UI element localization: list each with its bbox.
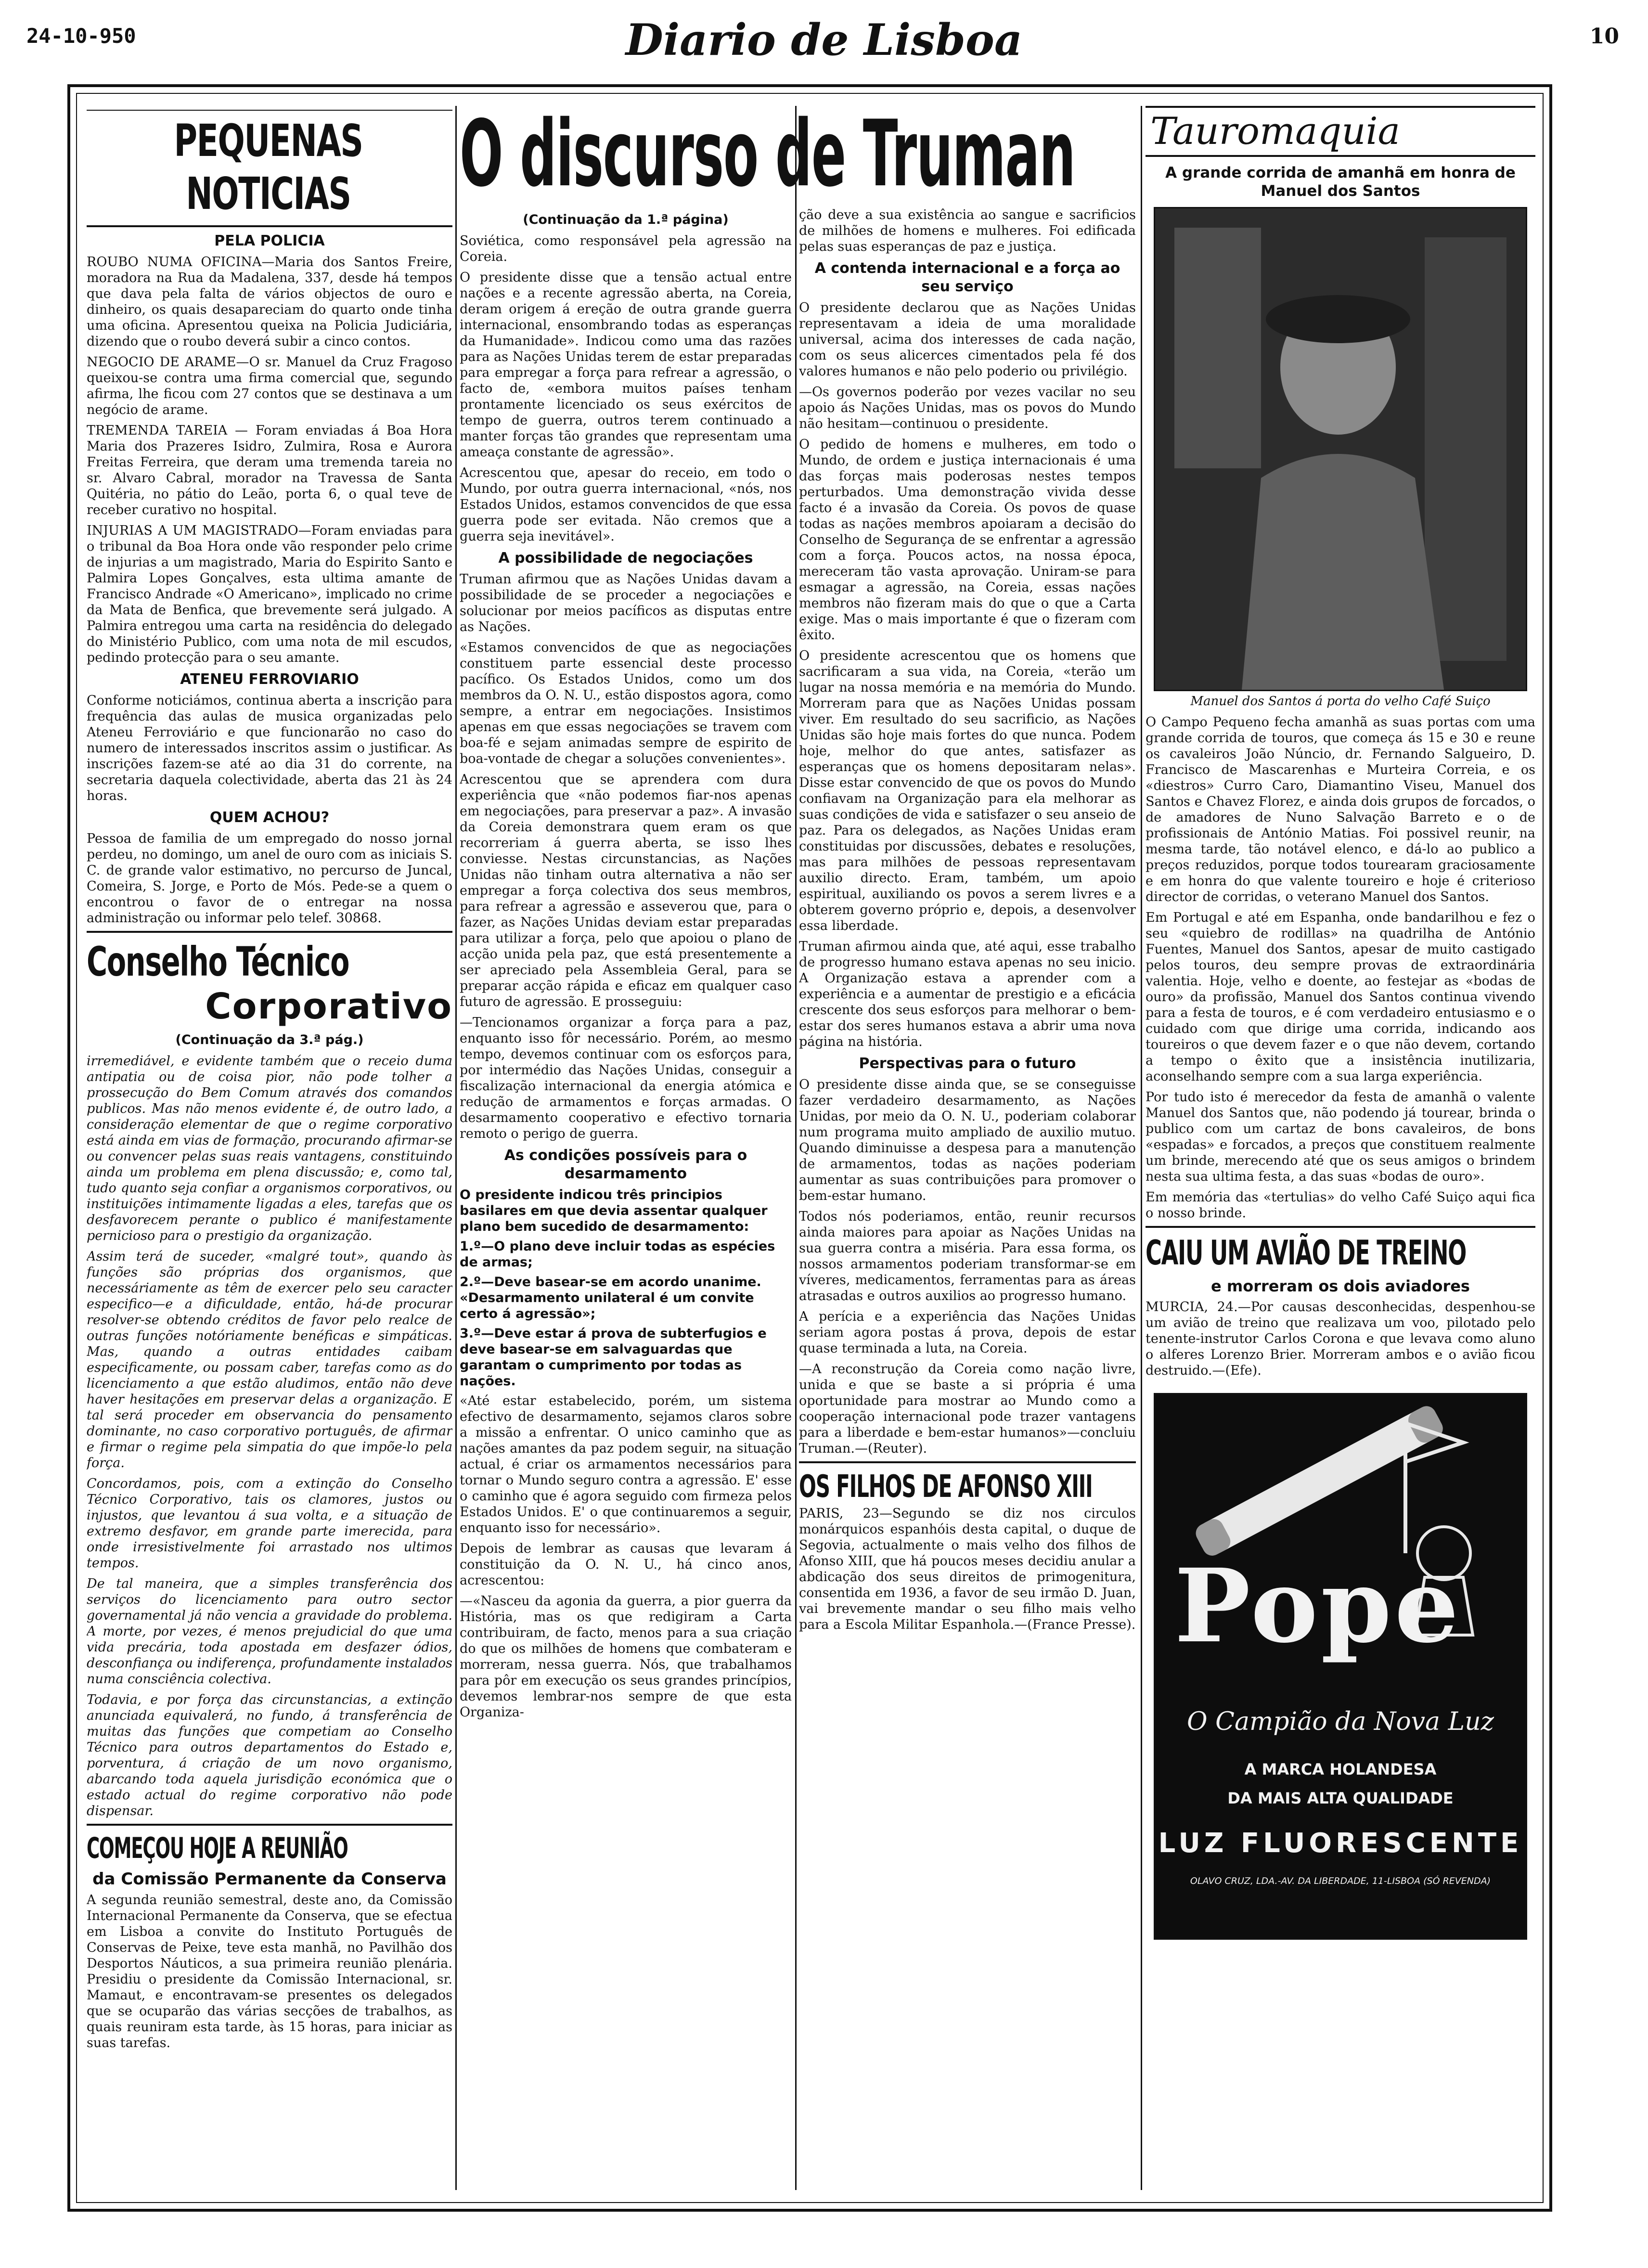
article-paragraph: O presidente disse ainda que, se se conseguisse fazer verdadeiro desarmamento, as Nações Unidas, por meio da O. N. U., poderiam colaborar num programa muito ampliado de auxilio mutuo. Quando diminuisse a despesa para a manutenção de armamentos, todas as nações poderiam aumentar as suas contribuições para promover o bem-estar humano.	[799, 1077, 1136, 1203]
article-paragraph: O presidente disse que a tensão actual entre nações e a recente agressão aberta, na Coreia, deram origem á ereção de outra grande guerra internacional, ensombrando todas as esperanças da Humanidade». Indicou como uma das razões para as Nações Unidas terem de estar preparadas para empregar a força para refrear a agressão, o facto de, «embora muitos países tenham prontamente licenciado os seus exércitos de tempo de guerra, outros terem continuado a manter forças tão grandes que representam uma ameaça constante de agressão».	[460, 270, 792, 460]
divider	[87, 110, 452, 111]
divider	[87, 931, 452, 933]
column-divider	[455, 106, 457, 2190]
article-paragraph: O pedido de homens e mulheres, em todo o Mundo, de ordem e justiça internacionais é uma das forças mais poderosas nestes tempos perturbados. Uma demonstração vivida desse facto é a invasão da Coreia. Os povos de quase todas as nações membros apoiaram a decisão do Conselho de Segurança de se enfrentar a agressão com a força. Poucos actos, na nossa época, mereceram tão vasta aprovação. Uniram-se para esmagar a agressão, na Coreia, essas nações membros não fizeram mais do que o que a Carta exige. Mas o mais importante é que o fizeram com êxito.	[799, 437, 1136, 643]
article-paragraph: —A reconstrução da Coreia como nação livre, unida e que se baste a si própria é uma oportunidade para mostrar ao Mundo como a cooperação internacional pode trazer vantagens para a liberdade e bem-estar humanos»—concluiu Truman.—(Reuter).	[799, 1362, 1136, 1456]
ad-product: LUZ FLUORESCENTE	[1158, 1828, 1523, 1859]
page-number: 10	[1589, 24, 1619, 49]
article-paragraph: A segunda reunião semestral, deste ano, da Comissão Internacional Permanente da Conserva, que se efectua em Lisboa a convite do Instituto Português de Conservas de Peixe, teve esta manhã, no Pavilhão dos Desportos Náuticos, a sua primeira reunião plenária. Presidiu o presidente da Comissão Internacional, sr. Mamaut, e encontravam-se presentes os delegados que se ocuparão das várias secções de trabalhos, as quais reuniram esta tarde, às 15 horas, para iniciar as suas tarefas.	[87, 1893, 452, 2050]
masthead	[0, 0, 1648, 82]
article-paragraph: Acrescentou que se aprendera com dura experiência que «não podemos fiar-nos apenas em negociações, para preservar a paz». A invasão da Coreia demonstrara quem eram os que recorreriam á guerra aberta, se isso lhes conviesse. Nestas circunstancias, as Nações Unidas não tinham outra alternativa a não ser empregar a força colectiva dos seus membros, para refrear a agressão e asseverou que, para o fazer, as Nações Unidas deviam estar preparadas para utilizar a força, pelo que apoiou o plano de acção unida pela paz, que está presentemente a ser apreciado pela Assembleia Geral, para se preparar acção rápida e eficaz em qualquer caso futuro de agressão. E prosseguiu:	[460, 772, 792, 1009]
article-paragraph: Todavia, e por força das circunstancias, a extinção anunciada equivalerá, no fundo, á transferência de muitas das funções que competiam ao Conselho Técnico para outros departamentos do Estado e, porventura, á criação de um novo organismo, abarcando toda aquela jurisdição económica que o estado actual do regime corporativo não pode dispensar.	[87, 1692, 452, 1818]
ad-line: A MARCA HOLANDESA	[1244, 1760, 1437, 1778]
article-paragraph: «Até estar estabelecido, porém, um sistema efectivo de desarmamento, sejamos claros sobre a missão a enfrentar. O unico caminho que as nações amantes da paz podem seguir, na situação actual, é criar os armamentos necessários para tornar o Mundo seguro contra a agressão. E' esse o caminho que é agora seguido com firmeza pelos Estados Unidos. E' o que continuaremos a seguir, enquanto isso for necessário».	[460, 1393, 792, 1535]
article-paragraph: PARIS, 23—Segundo se diz nos circulos monárquicos espanhóis desta capital, o duque de Segovia, actualmente o mais velho dos filhos de Afonso XIII, que há poucos meses decidiu anular a abdicação dos seus direitos de primogenitura, consentida em 1936, a favor de seu irmão D. Juan, vai brevemente mandar o seu filho mais velho para a Escola Militar Espanhola.—(France Presse).	[799, 1506, 1136, 1632]
subheading: A possibilidade de negociações	[498, 550, 753, 567]
bold-paragraph: O presidente indicou três principios basilares em que devia assentar qualquer plano bem sucedido de desarmamento:	[460, 1187, 768, 1234]
news-item: TREMENDA TAREIA — Foram enviadas á Boa Hora Maria dos Prazeres Isidro, Zulmira, Rosa e Aurora Freitas Ferreira, que deram uma tremenda tareia no sr. Alvaro Cabral, morador na Travessa de Santa Quitéria, no pátio do Leão, porta 6, o qual teve de receber curativo no hospital.	[87, 423, 452, 517]
section-heading: QUEM ACHOU?	[209, 809, 330, 826]
photo-manuel-dos-santos	[1154, 207, 1527, 691]
article-paragraph: irremediável, e evidente também que o receio duma antipatia ou de coisa pior, não pode tolher a prossecução do Bem Comum através dos comandos publicos. Mas não menos evidente é, de outro lado, a consideração elementar de que o regime corporativo está ainda em vias de formação, procurando afirmar-se ou convencer pelas suas reais vantagens, constituindo ainda um problema em plena discussão; e, como tal, tudo quanto seja confiar a organismos corporativos, ou instituições intimamente ligadas a eles, tarefas que os desfavorecem perante o publico é manifestamente pernicioso para o prestigio da organização.	[87, 1054, 452, 1243]
article-paragraph: A perícia e a experiência das Nações Unidas seriam agora postas á prova, depois de estar quase terminada a luta, na Coreia.	[799, 1309, 1136, 1356]
ad-address: OLAVO CRUZ, LDA.-AV. DA LIBERDADE, 11-LISBOA (SÓ REVENDA)	[1190, 1876, 1491, 1886]
section-heading: PELA POLICIA	[214, 232, 325, 249]
subheading: A contenda internacional e a força ao seu serviço	[814, 260, 1120, 295]
ad-line: DA MAIS ALTA QUALIDADE	[1227, 1789, 1454, 1807]
article-paragraph: Truman afirmou que as Nações Unidas davam a possibilidade de se proceder a negociações e solucionar por meios pacíficos as disputas entre as Nações.	[460, 572, 792, 634]
headline-afonso-xiii: OS FILHOS DE AFONSO XIII	[799, 1469, 1093, 1505]
article-paragraph: Em Portugal e até em Espanha, onde bandarilhou e fez o seu «quiebro de rodillas» na quadrilha de António Fuentes, Manuel dos Santos, apesar de muito castigado pelos touros, deu sempre provas de extraordinária valentia. Hoje, velho e doente, ao festejar as «bodas de ouro» da profissão, Manuel dos Santos continua vivendo para a festa de touros, e é com verdadeiro entusiasmo e o cuidado com que dirige uma corrida, indicando aos toureiros o que devem fazer e o que não devem, cortando a tempo o êxito que a insistência inutilizaria, aconselhando sempre com a sua larga experiência.	[1146, 910, 1535, 1084]
column-divider	[795, 106, 797, 2190]
article-paragraph: Soviética, como responsável pela agressão na Coreia.	[460, 233, 792, 264]
principle-item: 2.º—Deve basear-se em acordo unanime. «Desarmamento unilateral é um convite certo á agressão»;	[460, 1275, 761, 1321]
article-paragraph: ção deve a sua existência ao sangue e sacrificios de milhões de homens e mulheres. Foi edificada pelas suas esperanças de paz e justiça.	[799, 207, 1136, 254]
news-item: Conforme noticiámos, continua aberta a inscrição para frequência das aulas de musica organizadas pelo Ateneu Ferroviário e que funcionarão no caso do numero de interessados inscritos assim o justificar. As inscrições fazem-se até ao dia 31 do corrente, na secretaria daquela colectividade, aberta das 21 às 24 horas.	[87, 693, 452, 803]
continuation-note: (Continuação da 1.ª página)	[523, 212, 729, 227]
news-item: INJURIAS A UM MAGISTRADO—Foram enviadas para o tribunal da Boa Hora onde vão responder pelo crime de injurias a um magistrado, Maria do Espirito Santo e Palmira Lopes Gonçalves, esta ultima amante de Francisco Andrade «O Americano», implicado no crime da Mata de Benfica, que brevemente será julgado. A Palmira entregou uma carta na residência do delegado do Ministério Publico, com uma nota de mil escudos, pedindo protecção para o seu amante.	[87, 523, 452, 665]
article-paragraph: De tal maneira, que a simples transferência dos serviços do licenciamento para outro sector governamental já não vencia a gravidade do problema. A morte, por vezes, é menos prejudicial do que uma vida precária, toda apostada em desfazer ódios, desconfiança ou indiferença, profundamente instalados numa consciência colectiva.	[87, 1576, 452, 1687]
article-paragraph: MURCIA, 24.—Por causas desconhecidas, despenhou-se um avião de treino que realizava um voo, pilotado pelo tenente-instrutor Carlos Corona e que levava como aluno o alferes Lorenzo Brier. Morreram ambos e o avião ficou destruido.—(Efe).	[1146, 1300, 1535, 1378]
ad-slogan: O Campião da Nova Luz	[1187, 1707, 1494, 1736]
subheadline-aviao: e morreram os dois aviadores	[1211, 1277, 1470, 1295]
headline-conselho-tecnico: Conselho Técnico	[87, 938, 349, 985]
divider	[87, 1824, 452, 1826]
headline-pequenas-noticias: PEQUENAS NOTICIAS	[174, 115, 363, 219]
article-paragraph: Por tudo isto é merecedor da festa de amanhã o valente Manuel dos Santos que, não podendo já tourear, brinda o publico com um cartaz de bons cavaleiros, de bons «espadas» e forcados, a preços que constituem realmente um brinde, merecendo até que os seus amigos o brindem nesta sua ultima festa, a das suas «bodas de ouro».	[1146, 1090, 1535, 1184]
divider	[1146, 1226, 1535, 1228]
article-paragraph: O presidente acrescentou que os homens que sacrificaram a sua vida, na Coreia, «terão um lugar na nossa memória e na memória do Mundo. Morreram para que as Nações Unidas possam viver. Em resultado do seu sacrificio, as Nações Unidas são hoje mais fortes do que nunca. Podem hoje, melhor do que antes, satisfazer as esperanças que os homens depositaram nelas». Disse estar convencido de que os povos do Mundo confiavam na Organização para ela melhorar as suas condições de vida e satisfazer o seu anseio de paz. Para os delegados, as Nações Unidas eram constituidas por discussões, debates e resoluções, mas para milhões de pessoas representavam auxilio directo. Eram, também, um apoio espiritual, auxiliando os povos a serem livres e a obterem governo próprio e, depois, a desenvolver essa liberdade.	[799, 648, 1136, 933]
photo-silhouette	[1155, 208, 1526, 690]
headline-truman: O discurso de Truman	[460, 108, 1075, 200]
column-truman-2	[799, 207, 1136, 2190]
article-paragraph: Truman afirmou ainda que, até aqui, esse trabalho de progresso humano estava apenas no seu inicio. A Organização estava a aprender com a experiência e a aumentar de prestigio e a eficácia crescente dos seus esforços para melhorar o bem-estar dos seres humanos estava a abrir uma nova página na história.	[799, 939, 1136, 1049]
column-truman-text	[460, 207, 792, 2190]
article-paragraph: —Tencionamos organizar a força para a paz, enquanto isso fôr necessário. Porém, ao mesmo tempo, devemos continuar com os esforços para, por intermédio das Nações Unidas, conseguir a fiscalização internacional da energia atómica e redução de armamentos e forças armadas. O desarmamento cooperativo e efectivo tornaria remoto o perigo de guerra.	[460, 1015, 792, 1141]
section-heading: ATENEU FERROVIARIO	[180, 671, 359, 688]
divider	[799, 1461, 1136, 1463]
article-paragraph: O Campo Pequeno fecha amanhã as suas portas com uma grande corrida de touros, que começa ás 15 e 30 e reune os cavaleiros João Núncio, dr. Fernando Salgueiro, D. Francisco de Mascarenhas e Murteira Correia, e os «diestros» Curro Caro, Diamantino Viseu, Manuel dos Santos e Chavez Florez, e ainda dois grupos de forcados, o de amadores de Nuno Salvação Barreto e o de profissionais de António Matias. Foi possivel reunir, na mesma tarde, tão notável elenco, e dá-lo ao publico a preços reduzidos, porque todos tourearam graciosamente e em honra do que valente toureiro e hoje é criterioso director de corridas, o veterano Manuel dos Santos.	[1146, 715, 1535, 904]
news-item: NEGOCIO DE ARAME—O sr. Manuel da Cruz Fragoso queixou-se contra uma firma comercial que, segundo afirma, lhe ficou com 27 contos que se destinava a um negócio de arame.	[87, 355, 452, 417]
article-paragraph: Depois de lembrar as causas que levaram á constituição da O. N. U., há cinco anos, acrescentou:	[460, 1541, 792, 1588]
column-tauromaquia	[1146, 106, 1535, 2190]
column-pequenas-noticias	[87, 106, 452, 2190]
divider	[87, 225, 452, 227]
subheadline-reuniao: da Comissão Permanente da Conserva	[92, 1869, 447, 1889]
headline-reuniao: COMEÇOU HOJE A REUNIÃO	[87, 1831, 348, 1865]
article-paragraph: Acrescentou que, apesar do receio, em todo o Mundo, por outra guerra internacional, «nós, nos Estados Unidos, estamos convencidos de que essa guerra pode ser evitada. Não cremos que a guerra seja inevitável».	[460, 465, 792, 544]
issue-date: 24-10-950	[26, 24, 136, 48]
continuation-note: (Continuação da 3.ª pág.)	[175, 1032, 364, 1047]
news-item: ROUBO NUMA OFICINA—Maria dos Santos Freire, moradora na Rua da Madalena, 337, desde há tempos que dava pela falta de vários objectos de ouro e dinheiro, os quais desapareciam do quarto onde tinha uma oficina. Apresentou queixa na Policia Judiciária, dizendo que o roubo deverá subir a cinco contos.	[87, 255, 452, 349]
article-paragraph: Assim terá de suceder, «malgré tout», quando às funções são próprias dos organismos, que necessáriamente as têm de exercer pelo seu caracter especifico—e a dificuldade, então, há-de procurar resolver-se obtendo créditos de favor pelo realce de outras funções notóriamente benéficas e simpáticas. Mas, quando a outras entidades caibam especificamente, ou possam caber, tarefas como as do licenciamento a que estão aludimos, então não deve haver hesitações em preservar delas a organização. E tal será proceder em observancia do pensamento dominante, no caso corporativo português, de afirmar e firmar o regime pela simpatia do que impõe-lo pela força.	[87, 1249, 452, 1470]
principle-item: 3.º—Deve estar á prova de subterfugios e deve basear-se em salvaguardas que garantam o cumprimento por todas as nações.	[460, 1326, 767, 1389]
article-paragraph: «Estamos convencidos de que as negociações constituem parte essencial deste processo pacífico. Os Estados Unidos, como um dos membros da O. N. U., estão dispostos agora, como sempre, a entrar em negociações. Insistimos apenas em que essas negociações se travem com boa-fé e sejam animadas sempre de espirito de boa-vontade de chegar a soluções convenientes».	[460, 640, 792, 766]
newspaper-title: Diario de Lisboa	[625, 14, 1023, 65]
advertisement-pope	[1154, 1393, 1527, 1940]
article-paragraph: Em memória das «tertulias» do velho Café Suiço aqui fica o nosso brinde.	[1146, 1190, 1535, 1221]
news-item: Pessoa de familia de um empregado do nosso jornal perdeu, no domingo, um anel de ouro com as iniciais S. C. de grande valor estimativo, no percurso de Juncal, Comeira, S. Jorge, e Porto de Mós. Pede-se a quem o encontrou o favor de o entregar na nossa administração ou informar pelo telef. 30868.	[87, 831, 452, 926]
truman-headline-box	[460, 108, 1136, 200]
article-paragraph: O presidente declarou que as Nações Unidas representavam a ideia de uma moralidade universal, acima dos interesses de cada nação, com os seus alicerces cimentados pela fé dos valores humanos e não pelo poderio ou privilégio.	[799, 300, 1136, 379]
headline-aviao: CAIU UM AVIÃO DE TREINO	[1146, 1233, 1467, 1273]
article-paragraph: Concordamos, pois, com a extinção do Conselho Técnico Corporativo, tais os clamores, justos ou injustos, que levantou á sua volta, e a situação de extremo desfavor, em grande parte imerecida, para onde irresistivelmente foi arrastado nos ultimos tempos.	[87, 1476, 452, 1571]
section-title-tauromaquia: Tauromaquia	[1146, 106, 1535, 157]
subheadline-corrida: A grande corrida de amanhã em honra de Manuel dos Santos	[1165, 164, 1516, 200]
article-paragraph: —Os governos poderão por vezes vacilar no seu apoio ás Nações Unidas, mas os povos do Mundo não hesitam—continuou o presidente.	[799, 385, 1136, 431]
column-divider	[1141, 106, 1142, 2190]
article-paragraph: Todos nós poderiamos, então, reunir recursos ainda maiores para apoiar as Nações Unidas na sua guerra contra a miséria. Para essa forma, os nossos armamentos poderiam transformar-se em víveres, medicamentos, ferramentas para as áreas atrasadas e outros auxilios ao progresso humano.	[799, 1209, 1136, 1303]
subheading: As condições possíveis para o desarmamento	[504, 1147, 747, 1182]
subheading: Perspectivas para o futuro	[859, 1055, 1076, 1072]
article-paragraph: —«Nasceu da agonia da guerra, a pior guerra da História, mas os que redigiram a Carta contribuiram, de facto, menos para a sua criação do que os milhões de homens que combateram e morreram, nessa guerra. Nós, que trabalhamos para pôr em execução os seus grandes princípios, devemos lembrar-nos sempre de que esta Organiza-	[460, 1594, 792, 1720]
ad-brand-logo: Pope	[1174, 1546, 1462, 1665]
principle-item: 1.º—O plano deve incluir todas as espécies de armas;	[460, 1239, 775, 1270]
headline-corporativo: Corporativo	[205, 986, 452, 1027]
photo-caption: Manuel dos Santos á porta do velho Café Suiço	[1190, 694, 1491, 709]
